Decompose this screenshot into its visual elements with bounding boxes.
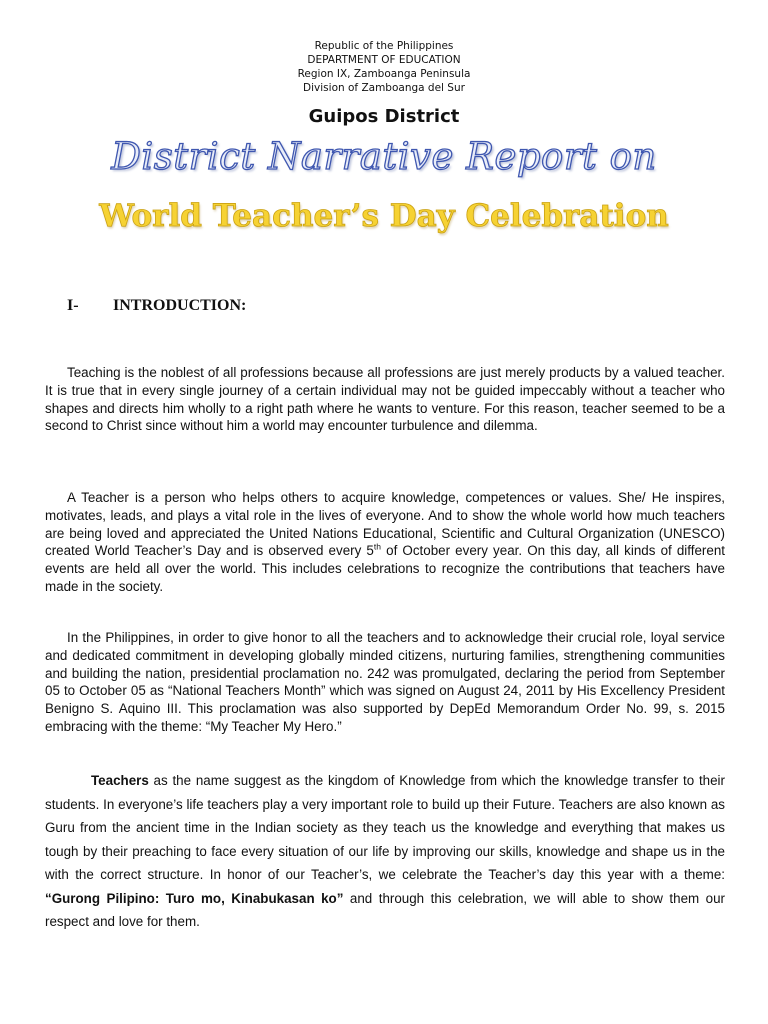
section-number: I-	[67, 297, 79, 314]
header-republic: Republic of the Philippines	[314, 40, 454, 52]
main-title: World Teacher’s Day Celebration	[99, 198, 669, 234]
section-title: INTRODUCTION:	[113, 297, 247, 314]
paragraph-4-theme: “Gurong Pilipino: Turo mo, Kinabukasan ko”	[45, 890, 344, 906]
paragraph-1	[45, 364, 725, 435]
header-department: DEPARTMENT OF EDUCATION	[307, 54, 461, 66]
section-heading	[67, 296, 246, 316]
paragraph-2-text-a: A Teacher is a person who helps others to acquire knowledge, competences or values. She/ He inspires, motivates, leads, and plays a vital role in the lives of everyone. And to show the whole world how much teachers are being loved and appreciated the United Nations Educational, Scientific and Cultural Organization (UNESCO) created World Teacher’s Day and is observed every 5	[45, 490, 725, 559]
paragraph-2-superscript: th	[373, 541, 381, 552]
script-title: District Narrative Report on	[111, 135, 657, 178]
paragraph-4-text-a: as the name suggest as the kingdom of Knowledge from which the knowledge transfer to their students. In everyone’s life teachers play a very important role to build up their Future. Teachers are also known as Guru from the ancient time in the Indian society as they teach us the knowledge and everything that makes us tough by their preaching to face every situation of our life by improving our skills, knowledge and shape us in the with the correct structure. In honor of our Teacher’s, we celebrate the Teacher’s day this year with a theme:	[45, 773, 725, 882]
paragraph-2-text-b: of October every year. On this day, all kinds of different events are held all over the world. This includes celebrations to recognize the contributions that teachers have made in the society.	[45, 543, 726, 594]
header-region: Region IX, Zamboanga Peninsula	[297, 68, 471, 80]
paragraph-1-text: Teaching is the noblest of all professions because all professions are just merely products by a valued teacher. It is true that in every single journey of a certain individual may not be guided impeccably without a teacher who shapes and directs him wholly to a right path where he wants to venture. For this reason, teacher seemed to be a second to Christ since without him a world may encounter turbulence and dilemma.	[45, 365, 725, 434]
paragraph-4	[45, 769, 725, 934]
paragraph-4-lead: Teachers	[91, 773, 149, 788]
paragraph-2	[45, 489, 725, 596]
paragraph-4-text-b: and through this celebration, we will able to show them our respect and love for them.	[45, 890, 726, 929]
paragraph-3-text: In the Philippines, in order to give honor to all the teachers and to acknowledge their crucial role, loyal service and dedicated commitment in developing globally minded citizens, nurturing families, strengthening communities and building the nation, presidential proclamation no. 242 was promulgated, declaring the period from September 05 to October 05 as “National Teachers Month” which was signed on August 24, 2011 by His Excellency President Benigno S. Aquino III. This proclamation was also supported by DepEd Memorandum Order No. 99, s. 2015 embracing with the theme: “My Teacher My Hero.”	[45, 630, 725, 734]
paragraph-3	[45, 629, 725, 736]
district-name: Guipos District	[308, 106, 460, 127]
header-division: Division of Zamboanga del Sur	[303, 82, 465, 94]
